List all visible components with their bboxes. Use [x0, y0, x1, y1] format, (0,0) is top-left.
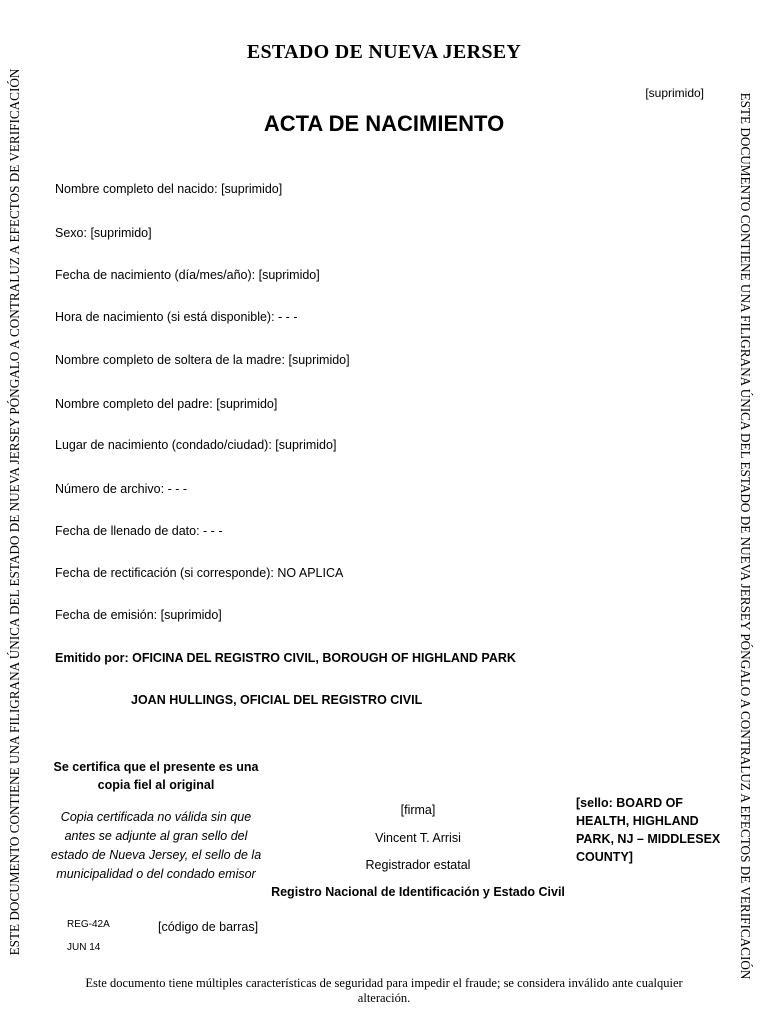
field-value: [suprimido]	[258, 268, 320, 282]
field-label: Nombre completo de soltera de la madre:	[55, 353, 285, 367]
registrar-official: JOAN HULLINGS, OFICIAL DEL REGISTRO CIVIL	[131, 693, 423, 707]
signatory-name: Vincent T. Arrisi	[375, 831, 461, 845]
security-footer: Este documento tiene múltiples características de seguridad para impedir el fraude; se considera inválido ante cualquier alteración.	[85, 976, 683, 1005]
field-value: - - -	[203, 524, 223, 538]
field-sex	[55, 226, 152, 240]
field-value: [suprimido]	[160, 608, 222, 622]
field-value: [suprimido]	[216, 397, 278, 411]
field-label: Número de archivo:	[55, 482, 165, 496]
field-issue-date	[55, 608, 222, 622]
field-label: Lugar de nacimiento (condado/ciudad):	[55, 438, 272, 452]
signatory-role: Registrador estatal	[365, 858, 471, 872]
field-birth-place	[55, 438, 336, 452]
field-value: [suprimido]	[90, 226, 152, 240]
field-label: Nombre completo del padre:	[55, 397, 213, 411]
field-value: OFICINA DEL REGISTRO CIVIL, BOROUGH OF HIGHLAND PARK	[132, 651, 516, 665]
signature-placeholder: [firma]	[400, 803, 436, 817]
field-file-number	[55, 482, 187, 496]
watermark-note-left: ESTE DOCUMENTO CONTIENE UNA FILIGRANA ÚNICA DEL ESTADO DE NUEVA JERSEY PÓNGALO A CONTRALUZ A EFECTOS DE VERIFICACIÓN	[7, 68, 22, 956]
form-code: REG-42A	[67, 919, 110, 930]
certified-copy-note: Copia certificada no válida sin que antes se adjunte al gran sello del estado de Nueva Jersey, el sello de la municipalidad o del condado emisor	[50, 810, 262, 881]
registry-name: Registro Nacional de Identificación y Estado Civil	[271, 885, 565, 899]
field-child-name	[55, 182, 282, 196]
field-value: NO APLICA	[277, 566, 344, 580]
field-label: Fecha de emisión:	[55, 608, 158, 622]
field-value: - - -	[167, 482, 187, 496]
suppressed-tag: [suprimido]	[645, 86, 704, 100]
field-label: Hora de nacimiento (si está disponible):	[55, 310, 275, 324]
field-correction-date	[55, 566, 343, 580]
field-value: - - -	[278, 310, 298, 324]
field-label: Nombre completo del nacido:	[55, 182, 218, 196]
field-label: Fecha de nacimiento (día/mes/año):	[55, 268, 256, 282]
field-birth-date	[55, 268, 320, 282]
state-title: ESTADO DE NUEVA JERSEY	[246, 41, 522, 63]
certification-statement: Se certifica que el presente es una copia fiel al original	[53, 760, 259, 792]
field-filing-date	[55, 524, 222, 538]
field-label: Fecha de llenado de dato:	[55, 524, 200, 538]
field-label: Sexo:	[55, 226, 87, 240]
watermark-note-right: ESTE DOCUMENTO CONTIENE UNA FILIGRANA ÚNICA DEL ESTADO DE NUEVA JERSEY PÓNGALO A CONTRALUZ A EFECTOS DE VERIFICACIÓN	[738, 92, 753, 980]
field-value: [suprimido]	[275, 438, 337, 452]
field-value: [suprimido]	[221, 182, 283, 196]
field-issued-by	[55, 651, 516, 665]
form-date: JUN 14	[67, 942, 101, 953]
barcode-placeholder: [código de barras]	[158, 920, 259, 934]
field-label: Fecha de rectificación (si corresponde):	[55, 566, 274, 580]
document-title: ACTA DE NACIMIENTO	[263, 111, 505, 136]
field-mother-name	[55, 353, 350, 367]
field-birth-time	[55, 310, 297, 324]
field-label: Emitido por:	[55, 651, 129, 665]
seal-placeholder: [sello: BOARD OF HEALTH, HIGHLAND PARK, NJ – MIDDLESEX COUNTY]	[576, 796, 721, 864]
field-value: [suprimido]	[288, 353, 350, 367]
field-father-name	[55, 397, 277, 411]
